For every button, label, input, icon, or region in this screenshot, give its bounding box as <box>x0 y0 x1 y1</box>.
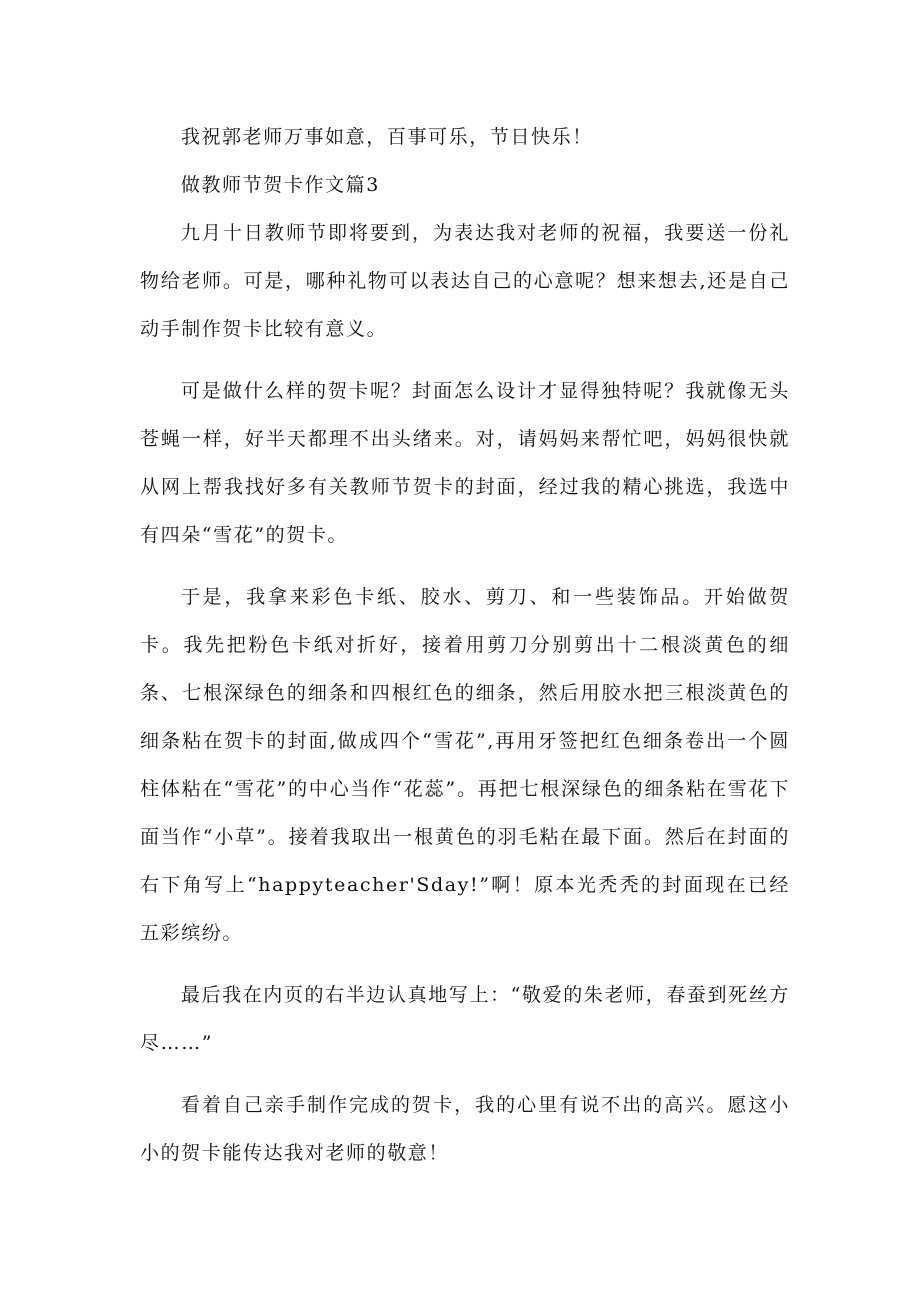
paragraph-conclusion: 看着自己亲手制作完成的贺卡，我的心里有说不出的高兴。愿这小小的贺卡能传达我对老师的敬意！ <box>140 1094 790 1164</box>
paragraph-greeting: 我祝郭老师万事如意，百事可乐，节日快乐！ <box>180 126 593 148</box>
document-body <box>140 113 790 1191</box>
paragraph-inner-message: 最后我在内页的右半边认真地写上：“敬爱的朱老师，春蚕到死丝方尽……” <box>140 984 790 1054</box>
section-heading: 做教师节贺卡作文篇3 <box>180 174 380 196</box>
paragraph-making-card: 于是，我拿来彩色卡纸、胶水、剪刀、和一些装饰品。开始做贺卡。我先把粉色卡纸对折好，接着用剪刀分别剪出十二根淡黄色的细条、七根深绿色的细条和四根红色的细条，然后用胶水把三根淡黄色的细条粘在贺卡的封面,做成四个“雪花”,再用牙签把红色细条卷出一个圆柱体粘在“雪花”的中心当作“花蕊”。再把七根深绿色的细条粘在雪花下面当作“小草”。接着我取出一根黄色的羽毛粘在最下面。然后在封面的右下角写上“happyteacher'Sday!”啊！原本光秃秃的封面现在已经五彩缤纷。 <box>140 586 790 944</box>
paragraph-intro: 九月十日教师节即将要到，为表达我对老师的祝福，我要送一份礼物给老师。可是，哪种礼物可以表达自己的心意呢？想来想去,还是自己动手制作贺卡比较有意义。 <box>140 222 790 340</box>
paragraph-choosing-design: 可是做什么样的贺卡呢？封面怎么设计才显得独特呢？我就像无头苍蝇一样，好半天都理不出头绪来。对，请妈妈来帮忙吧，妈妈很快就从网上帮我找好多有关教师节贺卡的封面，经过我的精心挑选，我选中有四朵“雪花”的贺卡。 <box>140 380 790 546</box>
